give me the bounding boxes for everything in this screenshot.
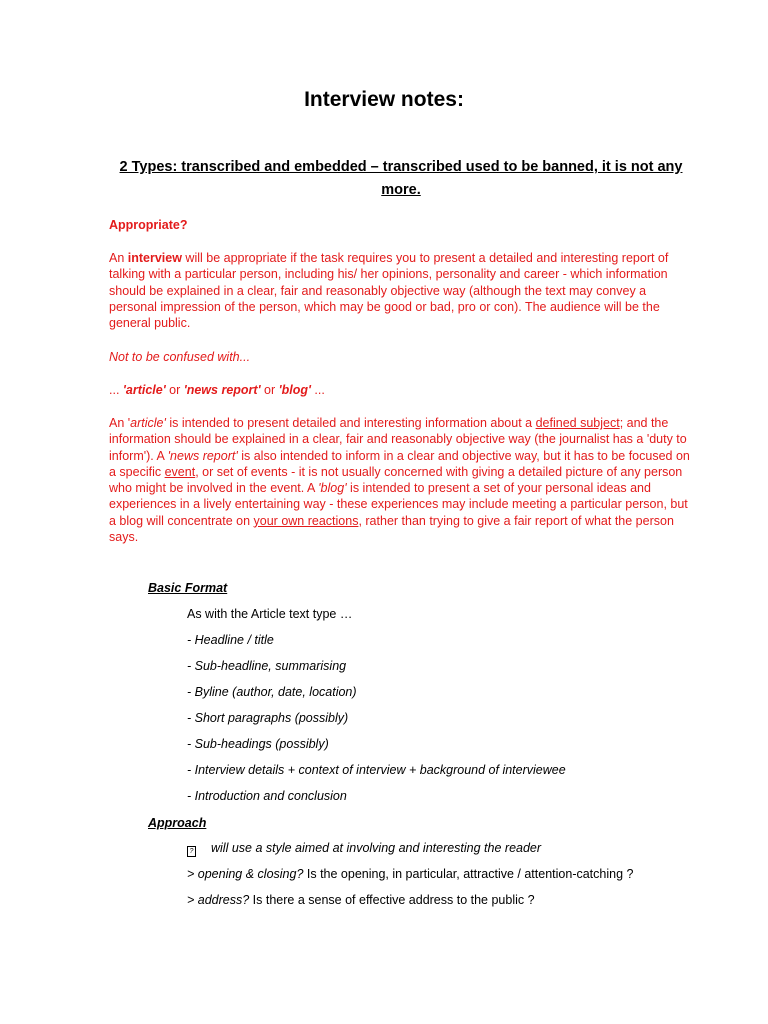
format-item: - Sub-headline, summarising <box>187 659 347 673</box>
types-or-2: or <box>260 383 279 397</box>
def-own-reactions: your own reactions <box>253 513 359 528</box>
appropriate-heading: Appropriate? <box>109 218 188 232</box>
approach-bullet-line <box>187 840 541 857</box>
address-text: Is there a sense of effective address to the public ? <box>249 893 535 907</box>
def-news-report: 'news report' <box>167 448 238 463</box>
approach-bullet-text: will use a style aimed at involving and interesting the reader <box>211 841 542 855</box>
types-start: ... <box>109 383 123 397</box>
format-item: - Short paragraphs (possibly) <box>187 711 349 725</box>
def-s13: , rather than trying to give a fair report of what the person says. <box>109 513 674 545</box>
types-blog: 'blog' <box>278 383 311 397</box>
appropriate-an: An <box>109 251 128 265</box>
def-event: event <box>164 464 196 479</box>
missing-glyph-icon: ? <box>187 846 196 857</box>
page-title: Interview notes: <box>304 88 464 111</box>
basic-format-heading: Basic Format <box>148 581 228 595</box>
types-end: ... <box>310 383 325 397</box>
format-item: - Sub-headings (possibly) <box>187 737 329 751</box>
types-news: 'news report' <box>183 383 261 397</box>
basic-format-intro: As with the Article text type … <box>187 607 353 621</box>
approach-opening-line <box>187 866 633 882</box>
approach-address-line <box>187 892 535 908</box>
def-s9: , or set of events - it is not usually concerned with giving a detailed picture of any person who might be involved in the event. A <box>109 464 683 496</box>
appropriate-rest: will be appropriate if the task requires you to present a detailed and interesting report of talking with a particular person, including his/ her opinions, personality and career - which information should be explained in a clear, fair and reasonably objective way (although the text may convey a personal impression of the person, which may be good or bad, pro or con). The audience will be the general public. <box>109 251 669 331</box>
format-item: - Headline / title <box>187 633 274 647</box>
definition-paragraph <box>109 415 694 545</box>
def-article: article' <box>130 416 166 430</box>
def-s11: is intended to present a set of your personal ideas and experiences in a lively entertaining way - these experiences may include meeting a particular person, but a blog will concentrate on <box>109 481 688 528</box>
format-item: - Byline (author, date, location) <box>187 685 357 699</box>
format-item: - Interview details + context of interview + background of interviewee <box>187 763 566 777</box>
subtitle: 2 Types: transcribed and embedded – transcribed used to be banned, it is not any more. <box>119 159 683 198</box>
confused-line: Not to be confused with... <box>109 350 251 364</box>
types-or-1: or <box>165 383 184 397</box>
def-s1: An ' <box>109 416 131 430</box>
def-s7: is also intended to inform in a clear and objective way, but it has to be focused on a specific <box>109 448 690 479</box>
address-label: > address? <box>187 893 250 907</box>
types-line <box>109 382 694 398</box>
appropriate-paragraph <box>109 250 694 331</box>
def-defined-subject: defined subject <box>535 416 620 430</box>
approach-heading: Approach <box>148 816 207 830</box>
def-s5: ; and the information should be explained in a clear, fair and reasonably objective way (the journalist has a 'duty to inform'). A <box>109 416 687 463</box>
types-article: 'article' <box>122 383 166 397</box>
format-item: - Introduction and conclusion <box>187 789 347 803</box>
opening-label: > opening & closing? <box>187 867 304 881</box>
def-blog: 'blog' <box>318 481 347 496</box>
def-s3: is intended to present detailed and interesting information about a <box>165 416 536 430</box>
opening-text: Is the opening, in particular, attractive / attention-catching ? <box>303 867 634 881</box>
appropriate-interview-term: interview <box>127 251 182 265</box>
